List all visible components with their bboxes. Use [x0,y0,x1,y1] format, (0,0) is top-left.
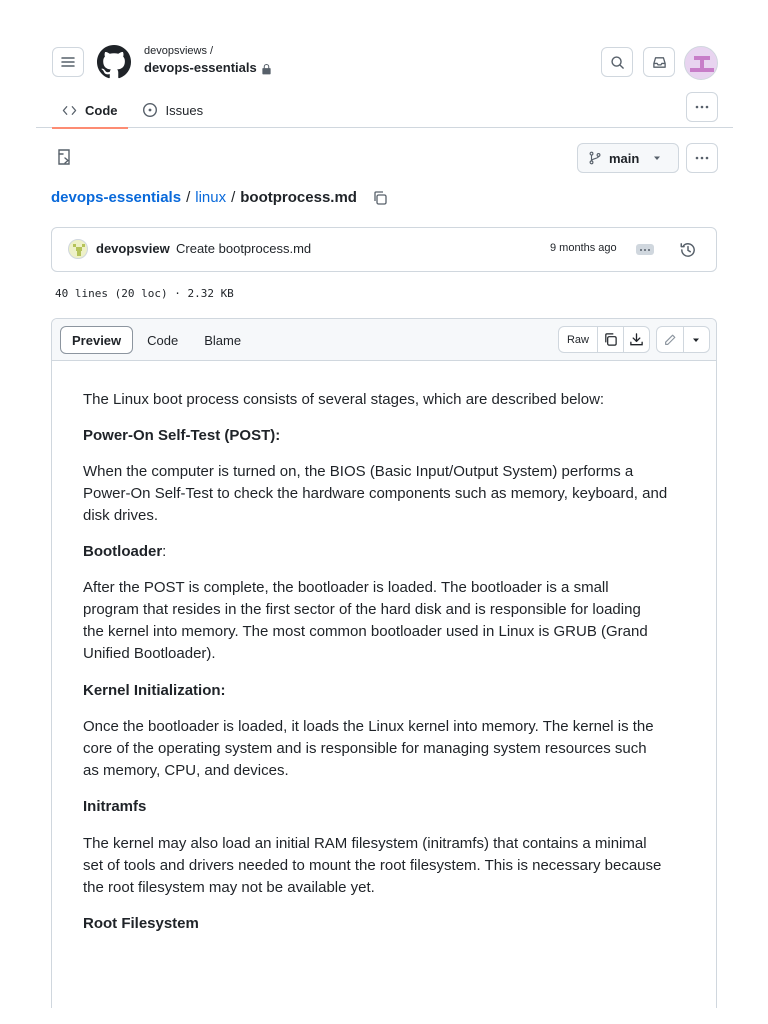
initramfs-body-line: The kernel may also load an initial RAM filesystem (initramfs) that contains a minimal [83,835,647,852]
copy-icon [603,332,618,347]
repo-header [36,32,733,128]
bootloader-body-line: Unified Bootloader). [83,645,216,662]
breadcrumb [51,189,388,206]
history-icon[interactable] [679,241,697,259]
bootloader-body-line: the kernel into memory. The most common bootloader used in Linux is GRUB (Grand [83,623,648,640]
copy-path-icon[interactable] [372,190,388,206]
bootloader-body-line: After the POST is complete, the bootloader is loaded. The bootloader is a small [83,579,609,596]
file-toolbar [52,319,716,361]
post-body-line: When the computer is turned on, the BIOS (Basic Input/Output System) performs a [83,463,634,480]
branch-name: main [609,150,640,166]
kernel-body-line: as memory, CPU, and devices. [83,762,289,779]
git-branch-icon [588,151,602,165]
view-mode-tabs [60,326,253,354]
initramfs-body-line: set of tools and drivers needed to mount the root filesystem. This is necessary because [83,857,662,874]
tab-issues[interactable] [132,92,214,128]
kebab-horizontal-icon [694,99,710,115]
kernel-body-line: Once the bootloader is loaded, it loads the Linux kernel into memory. The kernel is the [83,718,654,735]
file-viewer [51,318,717,1008]
code-icon [62,103,77,118]
bootloader-body-line: program that resides in the first sector of the hard disk and is responsible for loading [83,601,641,618]
post-body-line: Power-On Self-Test to check the hardware components such as memory, keyboard, and [83,485,668,502]
search-button[interactable] [601,47,633,77]
edit-file-button[interactable] [657,327,684,352]
triangle-down-icon [652,153,662,163]
commit-time[interactable]: 9 months ago [550,242,617,254]
tab-code-label: Code [85,102,118,118]
branch-selector[interactable] [577,143,679,173]
commit-message-link[interactable]: Create bootprocess.md [176,241,312,256]
search-icon [610,55,625,70]
raw-button[interactable]: Raw [559,327,598,352]
inbox-icon [652,55,667,70]
download-button[interactable] [624,327,649,352]
raw-actions-group [558,326,650,353]
identicon-avatar-icon [69,240,88,259]
latest-commit-box [51,227,717,272]
inbox-button[interactable] [643,47,675,77]
post-body-line: disk drives. [83,507,159,524]
tab-code[interactable] [52,92,128,128]
file-meta: 40 lines (20 loc) · 2.32 KB [55,287,234,300]
breadcrumb-file-name: bootprocess.md [240,189,357,206]
user-avatar[interactable] [684,46,718,80]
breadcrumb-separator: / [231,189,236,206]
commit-author-avatar[interactable] [68,239,88,259]
kernel-body-line: core of the operating system and is responsible for managing system resources such [83,740,647,757]
file-tree-toggle-icon[interactable] [56,148,76,166]
edit-dropdown-button[interactable] [684,327,710,352]
download-icon [629,332,644,347]
bootloader-heading-colon: : [162,543,167,560]
breadcrumb-folder-link[interactable]: linux [195,189,227,206]
post-heading: Power-On Self-Test (POST): [83,427,281,444]
breadcrumb-repo-link[interactable]: devops-essentials [51,189,182,206]
github-logo-icon[interactable] [97,45,131,79]
copy-raw-button[interactable] [598,327,624,352]
bootloader-heading: Bootloader [83,543,163,560]
initramfs-heading: Initramfs [83,798,147,815]
kernel-heading: Kernel Initialization: [83,682,226,699]
hamburger-icon [60,54,76,70]
rootfs-heading: Root Filesystem [83,915,199,932]
repo-tabs [52,92,213,128]
tab-blame[interactable]: Blame [204,332,242,348]
tab-issues-label: Issues [165,102,204,118]
kebab-horizontal-icon [694,150,710,166]
more-options-button[interactable] [686,92,718,122]
lock-icon [261,64,272,75]
bootloader-heading-line [83,541,693,563]
menu-button[interactable] [52,47,84,77]
initramfs-body-line: the root filesystem may not be available yet. [83,879,375,896]
file-more-options-button[interactable] [686,143,718,173]
tab-preview[interactable]: Preview [60,326,133,354]
commit-expand-button[interactable] [636,244,654,255]
issue-opened-icon [142,102,158,118]
repo-owner-link[interactable]: devopsviews / [144,45,214,57]
edit-actions-group [656,326,710,353]
repo-name[interactable] [144,60,272,75]
intro-paragraph: The Linux boot process consists of several stages, which are described below: [83,391,605,408]
pencil-icon [663,333,677,347]
breadcrumb-separator: / [186,189,191,206]
triangle-down-icon [691,335,701,345]
identicon-avatar-icon [685,47,718,80]
repo-name-label[interactable]: devops-essentials [144,60,257,75]
tab-code-view[interactable]: Code [147,332,179,348]
commit-author-link[interactable]: devopsview [96,241,170,256]
